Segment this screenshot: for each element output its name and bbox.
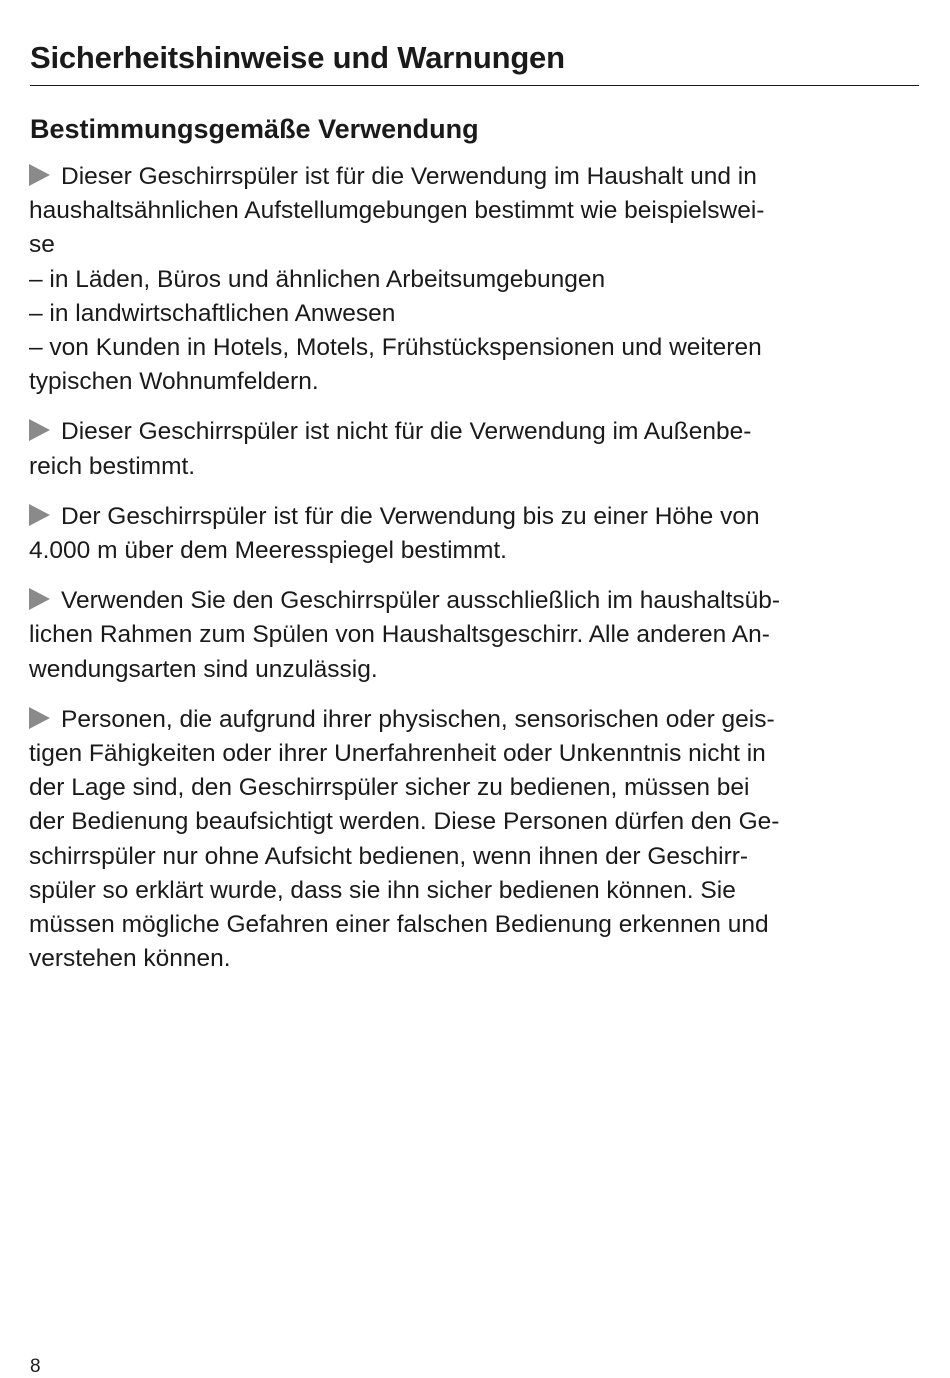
- paragraph-line: [29, 331, 921, 365]
- paragraph-line: [29, 618, 921, 652]
- paragraph-line: [29, 771, 921, 805]
- line-text: Dieser Geschirrspüler ist für die Verwendung im Haushalt und in: [61, 163, 757, 190]
- paragraph-line: [29, 194, 921, 228]
- triangle-right-icon: [29, 707, 50, 729]
- triangle-right-icon: [29, 419, 50, 441]
- line-text: Personen, die aufgrund ihrer physischen, sensorischen oder geis-: [61, 705, 775, 733]
- line-text: spüler so erklärt wurde, dass sie ihn sicher bedienen können. Sie: [29, 876, 736, 904]
- paragraph-line: [29, 653, 921, 687]
- triangle-right-icon: [29, 164, 50, 186]
- line-text: – in landwirtschaftlichen Anwesen: [29, 299, 396, 327]
- paragraph-line: [29, 365, 921, 399]
- line-text: reich bestimmt.: [29, 452, 196, 480]
- line-text: typischen Wohnumfeldern.: [29, 368, 319, 396]
- line-text: Dieser Geschirrspüler ist nicht für die Verwendung im Außenbe-: [61, 418, 752, 446]
- paragraph-line: [29, 805, 921, 839]
- line-text: müssen mögliche Gefahren einer falschen Bedienung erkennen und: [29, 911, 769, 939]
- paragraph-line: [29, 584, 921, 618]
- line-text: lichen Rahmen zum Spülen von Haushaltsgeschirr. Alle anderen An-: [29, 621, 770, 649]
- paragraph-line: [29, 297, 921, 331]
- line-text: verstehen können.: [29, 945, 231, 973]
- triangle-right-icon: [29, 588, 50, 610]
- line-text: – von Kunden in Hotels, Motels, Frühstückspensionen und weiteren: [29, 334, 762, 362]
- instructions-body: [29, 160, 921, 992]
- safety-instruction-paragraph: [29, 160, 921, 399]
- paragraph-line: [29, 450, 921, 484]
- title-divider: [30, 85, 919, 86]
- paragraph-line: [29, 874, 921, 908]
- paragraph-line: [29, 228, 921, 262]
- line-text: tigen Fähigkeiten oder ihrer Unerfahrenheit oder Unkenntnis nicht in: [29, 740, 766, 768]
- paragraph-line: [29, 160, 921, 194]
- paragraph-line: [29, 415, 921, 449]
- line-text: der Lage sind, den Geschirrspüler sicher zu bedienen, müssen bei: [29, 774, 750, 802]
- paragraph-line: [29, 703, 921, 737]
- paragraph-line: [29, 500, 921, 534]
- safety-instruction-paragraph: [29, 415, 921, 483]
- safety-instruction-paragraph: [29, 703, 921, 977]
- triangle-right-icon: [29, 504, 50, 526]
- paragraph-line: [29, 840, 921, 874]
- paragraph-line: [29, 908, 921, 942]
- paragraph-line: [29, 263, 921, 297]
- line-text: schirrspüler nur ohne Aufsicht bedienen, wenn ihnen der Geschirr-: [29, 842, 749, 870]
- safety-instruction-paragraph: [29, 500, 921, 568]
- line-text: der Bedienung beaufsichtigt werden. Diese Personen dürfen den Ge-: [29, 808, 780, 836]
- paragraph-line: [29, 534, 921, 568]
- line-text: se: [29, 231, 55, 259]
- section-heading: Bestimmungsgemäße Verwendung: [30, 114, 479, 144]
- safety-instruction-paragraph: [29, 584, 921, 687]
- paragraph-line: [29, 942, 921, 976]
- paragraph-line: [29, 737, 921, 771]
- page-title: Sicherheitshinweise und Warnungen: [30, 40, 565, 75]
- line-text: – in Läden, Büros und ähnlichen Arbeitsumgebungen: [29, 265, 606, 293]
- line-text: Der Geschirrspüler ist für die Verwendung bis zu einer Höhe von: [61, 502, 760, 530]
- line-text: Verwenden Sie den Geschirrspüler ausschließlich im haushaltsüb-: [61, 587, 781, 615]
- page-number: 8: [30, 1356, 41, 1377]
- line-text: wendungsarten sind unzulässig.: [29, 655, 378, 683]
- line-text: 4.000 m über dem Meeresspiegel bestimmt.: [29, 537, 507, 565]
- line-text: haushaltsähnlichen Aufstellumgebungen bestimmt wie beispielswei-: [29, 197, 765, 225]
